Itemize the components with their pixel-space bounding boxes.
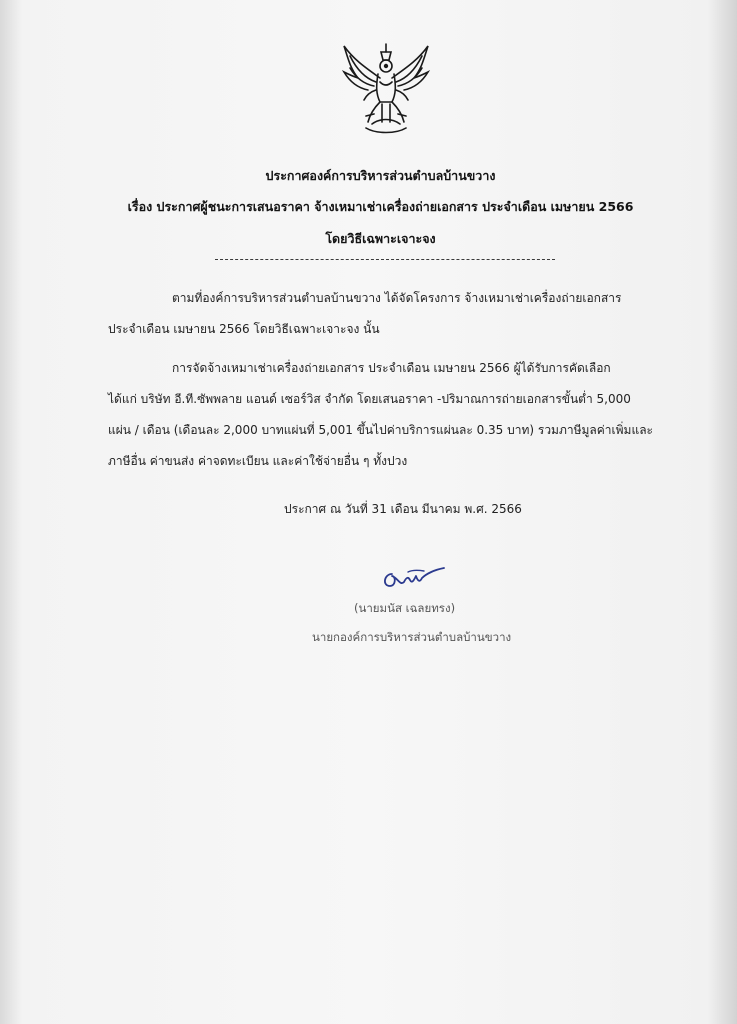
announcement-date: ประกาศ ณ วันที่ 31 เดือน มีนาคม พ.ศ. 2566 [284, 502, 522, 516]
signer-position: นายกองค์การบริหารส่วนตำบลบ้านขวาง [312, 630, 512, 644]
paragraph1-line1: ตามที่องค์การบริหารส่วนตำบลบ้านขวาง ได้จัดโครงการ จ้างเหมาเช่าเครื่องถ่ายเอกสาร [172, 291, 622, 305]
procurement-method: โดยวิธีเฉพาะเจาะจง [325, 231, 436, 246]
garuda-emblem-icon [336, 38, 436, 138]
separator-rule [215, 259, 555, 260]
page-title: ประกาศองค์การบริหารส่วนตำบลบ้านขวาง [265, 168, 496, 183]
paragraph1-line2: ประจำเดือน เมษายน 2566 โดยวิธีเฉพาะเจาะจง นั้น [108, 322, 380, 336]
paragraph2-line3: แผ่น / เดือน (เดือนละ 2,000 บาทแผ่นที่ 5,001 ขึ้นไปค่าบริการแผ่นละ 0.35 บาท) รวมภาษีมูลค่าเพิ่มและ [108, 423, 654, 437]
signature-icon [378, 564, 448, 592]
paragraph2-line2: ได้แก่ บริษัท อี.ที.ซัพพลาย แอนด์ เซอร์วิส จำกัด โดยเสนอราคา -ปริมาณการถ่ายเอกสารขั้นต่ำ 5,000 [108, 392, 631, 406]
subject-line: เรื่อง ประกาศผู้ชนะการเสนอราคา จ้างเหมาเช่าเครื่องถ่ายเอกสาร ประจำเดือน เมษายน 2566 [127, 199, 634, 214]
paragraph2-line1: การจัดจ้างเหมาเช่าเครื่องถ่ายเอกสาร ประจำเดือน เมษายน 2566 ผู้ได้รับการคัดเลือก [172, 361, 611, 375]
signer-name: (นายมนัส เฉลยทรง) [354, 601, 456, 615]
paragraph2-line4: ภาษีอื่น ค่าขนส่ง ค่าจดทะเบียน และค่าใช้จ่ายอื่น ๆ ทั้งปวง [108, 454, 408, 468]
